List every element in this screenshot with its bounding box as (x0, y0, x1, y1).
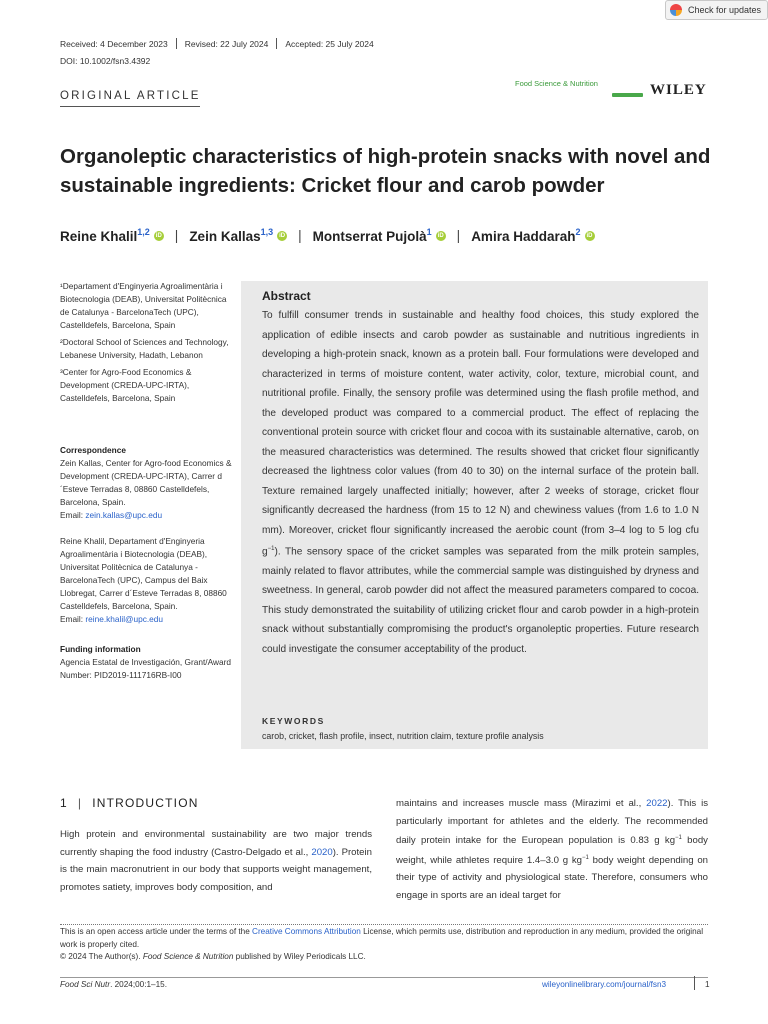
article-type: ORIGINAL ARTICLE (60, 90, 201, 102)
citation-link[interactable]: 2020 (311, 846, 333, 858)
correspondence (60, 444, 232, 626)
email-label: Email: (60, 510, 84, 520)
section-title: INTRODUCTION (92, 796, 199, 810)
funding (60, 643, 232, 682)
email-label: Email: (60, 614, 84, 624)
journal-website-link[interactable]: wileyonlinelibrary.com/journal/fsn3 (542, 980, 667, 989)
doi[interactable]: DOI: 10.1002/fsn3.4392 (60, 56, 151, 66)
accepted-date: Accepted: 25 July 2024 (285, 38, 374, 49)
keywords-heading: KEYWORDS (262, 716, 325, 726)
license-footnote: This is an open access article under the terms of the Creative Commons Attribution License, which permits use, distribution and reproduction in any medium, provided the original work is properly cited. © 2024 The Author(s). Food Science & Nutrition published by Wiley Periodicals LLC. (60, 927, 704, 961)
page-number: 1 (705, 980, 710, 989)
intro-paragraph: maintains and increases muscle mass (Mirazimi et al., 2022). This is particularly important for athletes and the elderly. The recommended daily protein intake for the European population is 0.83 g $kg^{-1}$ body weight, while athletes require 1.4–3.0 g $kg^{-1}$ body weight depending on their type of activity and physiological state. Therefore, consumers who engage in sports are an ideal target for (396, 798, 709, 901)
funding-text: Agencia Estatal de Investigación, Grant/Award Number: PID2019-111716RB-I00 (60, 657, 231, 680)
orcid-icon[interactable]: iD (155, 232, 162, 239)
article-type-underline (60, 106, 200, 107)
author-separator: | (456, 228, 461, 243)
divider (276, 38, 277, 49)
section-number: 1 (60, 796, 68, 810)
history-dates (60, 38, 374, 49)
check-for-updates-button[interactable] (665, 0, 768, 20)
abstract-text: To fulfill consumer trends in sustainable and healthy food choices, this study explored the application of edible insects and carob powder as sustainable and nutritious ingredients in developing a high-protein snack, known as a protein ball. Four formulations were developed and characterized in terms of moisture content, water activity, color, texture, microbial count, and nutritional profile. Finally, the sensory profile was determined using the flash profile method, and the developed product was compared to a commercial product. The effect of replacing the conventional protein source with cricket flour and cocoa with its sustainable alternative, carob, on the measured characteristics was determined. The results showed that cricket flour significantly decreased the lightness color values (from 40 to 30) on the internal surface of the protein ball. Texture remained largely unaffected initially; however, after 2 weeks of storage, cricket flour significantly decreased the hardness (from 15 to 12 N) and chewiness values (from 1.6 to 1.0 N mm). Moreover, cricket flour significantly increased the aerobic count (from 3–4 log to 5 log cfu $g^{-1}$). The sensory space of the cricket samples was separated from the milk protein samples, mainly related to flavor attributes, while the commercial sample was distinguished by dryness and sweetness. In general, carob powder did not affect the measured parameters compared to cocoa. This study demonstrated the suitability of utilizing cricket flour and carob powder in a high-protein snack without substantially compromising the product's organoleptic properties. Future research could investigate the consumer acceptability of the product. (262, 310, 699, 655)
affiliations (60, 280, 232, 405)
correspondence-text: Reine Khalil, Departament d'Enginyeria Agroalimentària i Biotecnologia (DEAB), Universitat Politècnica de Catalunya - BarcelonaTech (UPC), Campus del Baix Llobregat, Carrer d´Esteve Terradas 8, 08860 Castelldefels, Barcelona, Spain. (60, 536, 227, 611)
abstract-heading: Abstract (262, 289, 311, 303)
affiliation: ¹Departament d'Enginyeria Agroalimentària i Biotecnologia (DEAB), Universitat Politècnica de Catalunya - BarcelonaTech (UPC), Castelldefels, Barcelona, Spain (60, 281, 227, 330)
crossmark-icon (670, 4, 682, 16)
correspondence-text: Zein Kallas, Center for Agro-food Economics & Development (CREDA-UPC-IRTA), Carrer d´Esteve Terradas 8, 08860 Castelldefels, Barcelona, Spain. (60, 458, 232, 507)
footer-rule (60, 977, 708, 978)
citation-link[interactable]: 2022 (646, 798, 668, 809)
orcid-icon[interactable]: iD (586, 232, 593, 239)
journal-logo[interactable]: Food Science & Nutrition (515, 79, 598, 88)
author[interactable]: Zein Kallas$^{1,3}$ (189, 227, 274, 244)
journal-citation: Food Sci Nutr. 2024;00:1–15. (60, 980, 167, 989)
license-link[interactable]: Creative Commons Attribution (252, 927, 361, 936)
divider (694, 976, 695, 990)
author-separator: | (298, 228, 302, 243)
funding-heading: Funding information (60, 644, 141, 654)
footnote-divider (60, 924, 708, 925)
article-title: Organoleptic characteristics of high-protein snacks with novel and sustainable ingredients: Cricket flour and carob powder (60, 145, 711, 197)
orcid-icon[interactable]: iD (279, 232, 286, 239)
author-separator: | (174, 228, 179, 243)
received-date: Received: 4 December 2023 (60, 38, 168, 49)
section-heading (60, 796, 199, 810)
affiliation: ³Center for Agro-Food Economics & Development (CREDA-UPC-IRTA), Castelldefels, Barcelona, Spain (60, 367, 192, 403)
check-for-updates-label: Check for updates (688, 5, 762, 15)
intro-paragraph: High protein and environmental sustainability are two major trends currently shaping the food industry (Castro-Delgado et al., 2020). Protein is the main macronutrient in our body that supports weight management, promotes satiety, improves body composition, and (60, 829, 372, 893)
affiliation: ²Doctoral School of Sciences and Technology, Lebanese University, Hadath, Lebanon (60, 337, 229, 360)
open-access-badge-icon (612, 93, 643, 97)
revised-date: Revised: 22 July 2024 (184, 38, 269, 49)
email-link[interactable]: reine.khalil@upc.edu (85, 614, 163, 624)
correspondence-heading: Correspondence (60, 445, 126, 455)
divider (176, 38, 177, 49)
publisher-logo[interactable]: WILEY (650, 82, 707, 98)
author[interactable]: Montserrat Pujolà$^1$ (312, 227, 432, 244)
author[interactable]: Amira Haddarah$^2$ (471, 227, 581, 244)
orcid-icon[interactable]: iD (437, 232, 444, 239)
section-separator: | (77, 796, 83, 810)
author-list (60, 227, 595, 244)
author[interactable]: Reine Khalil$^{1,2}$ (60, 227, 150, 244)
keywords: carob, cricket, flash profile, insect, nutrition claim, texture profile analysis (262, 731, 544, 741)
email-link[interactable]: zein.kallas@upc.edu (85, 510, 163, 520)
